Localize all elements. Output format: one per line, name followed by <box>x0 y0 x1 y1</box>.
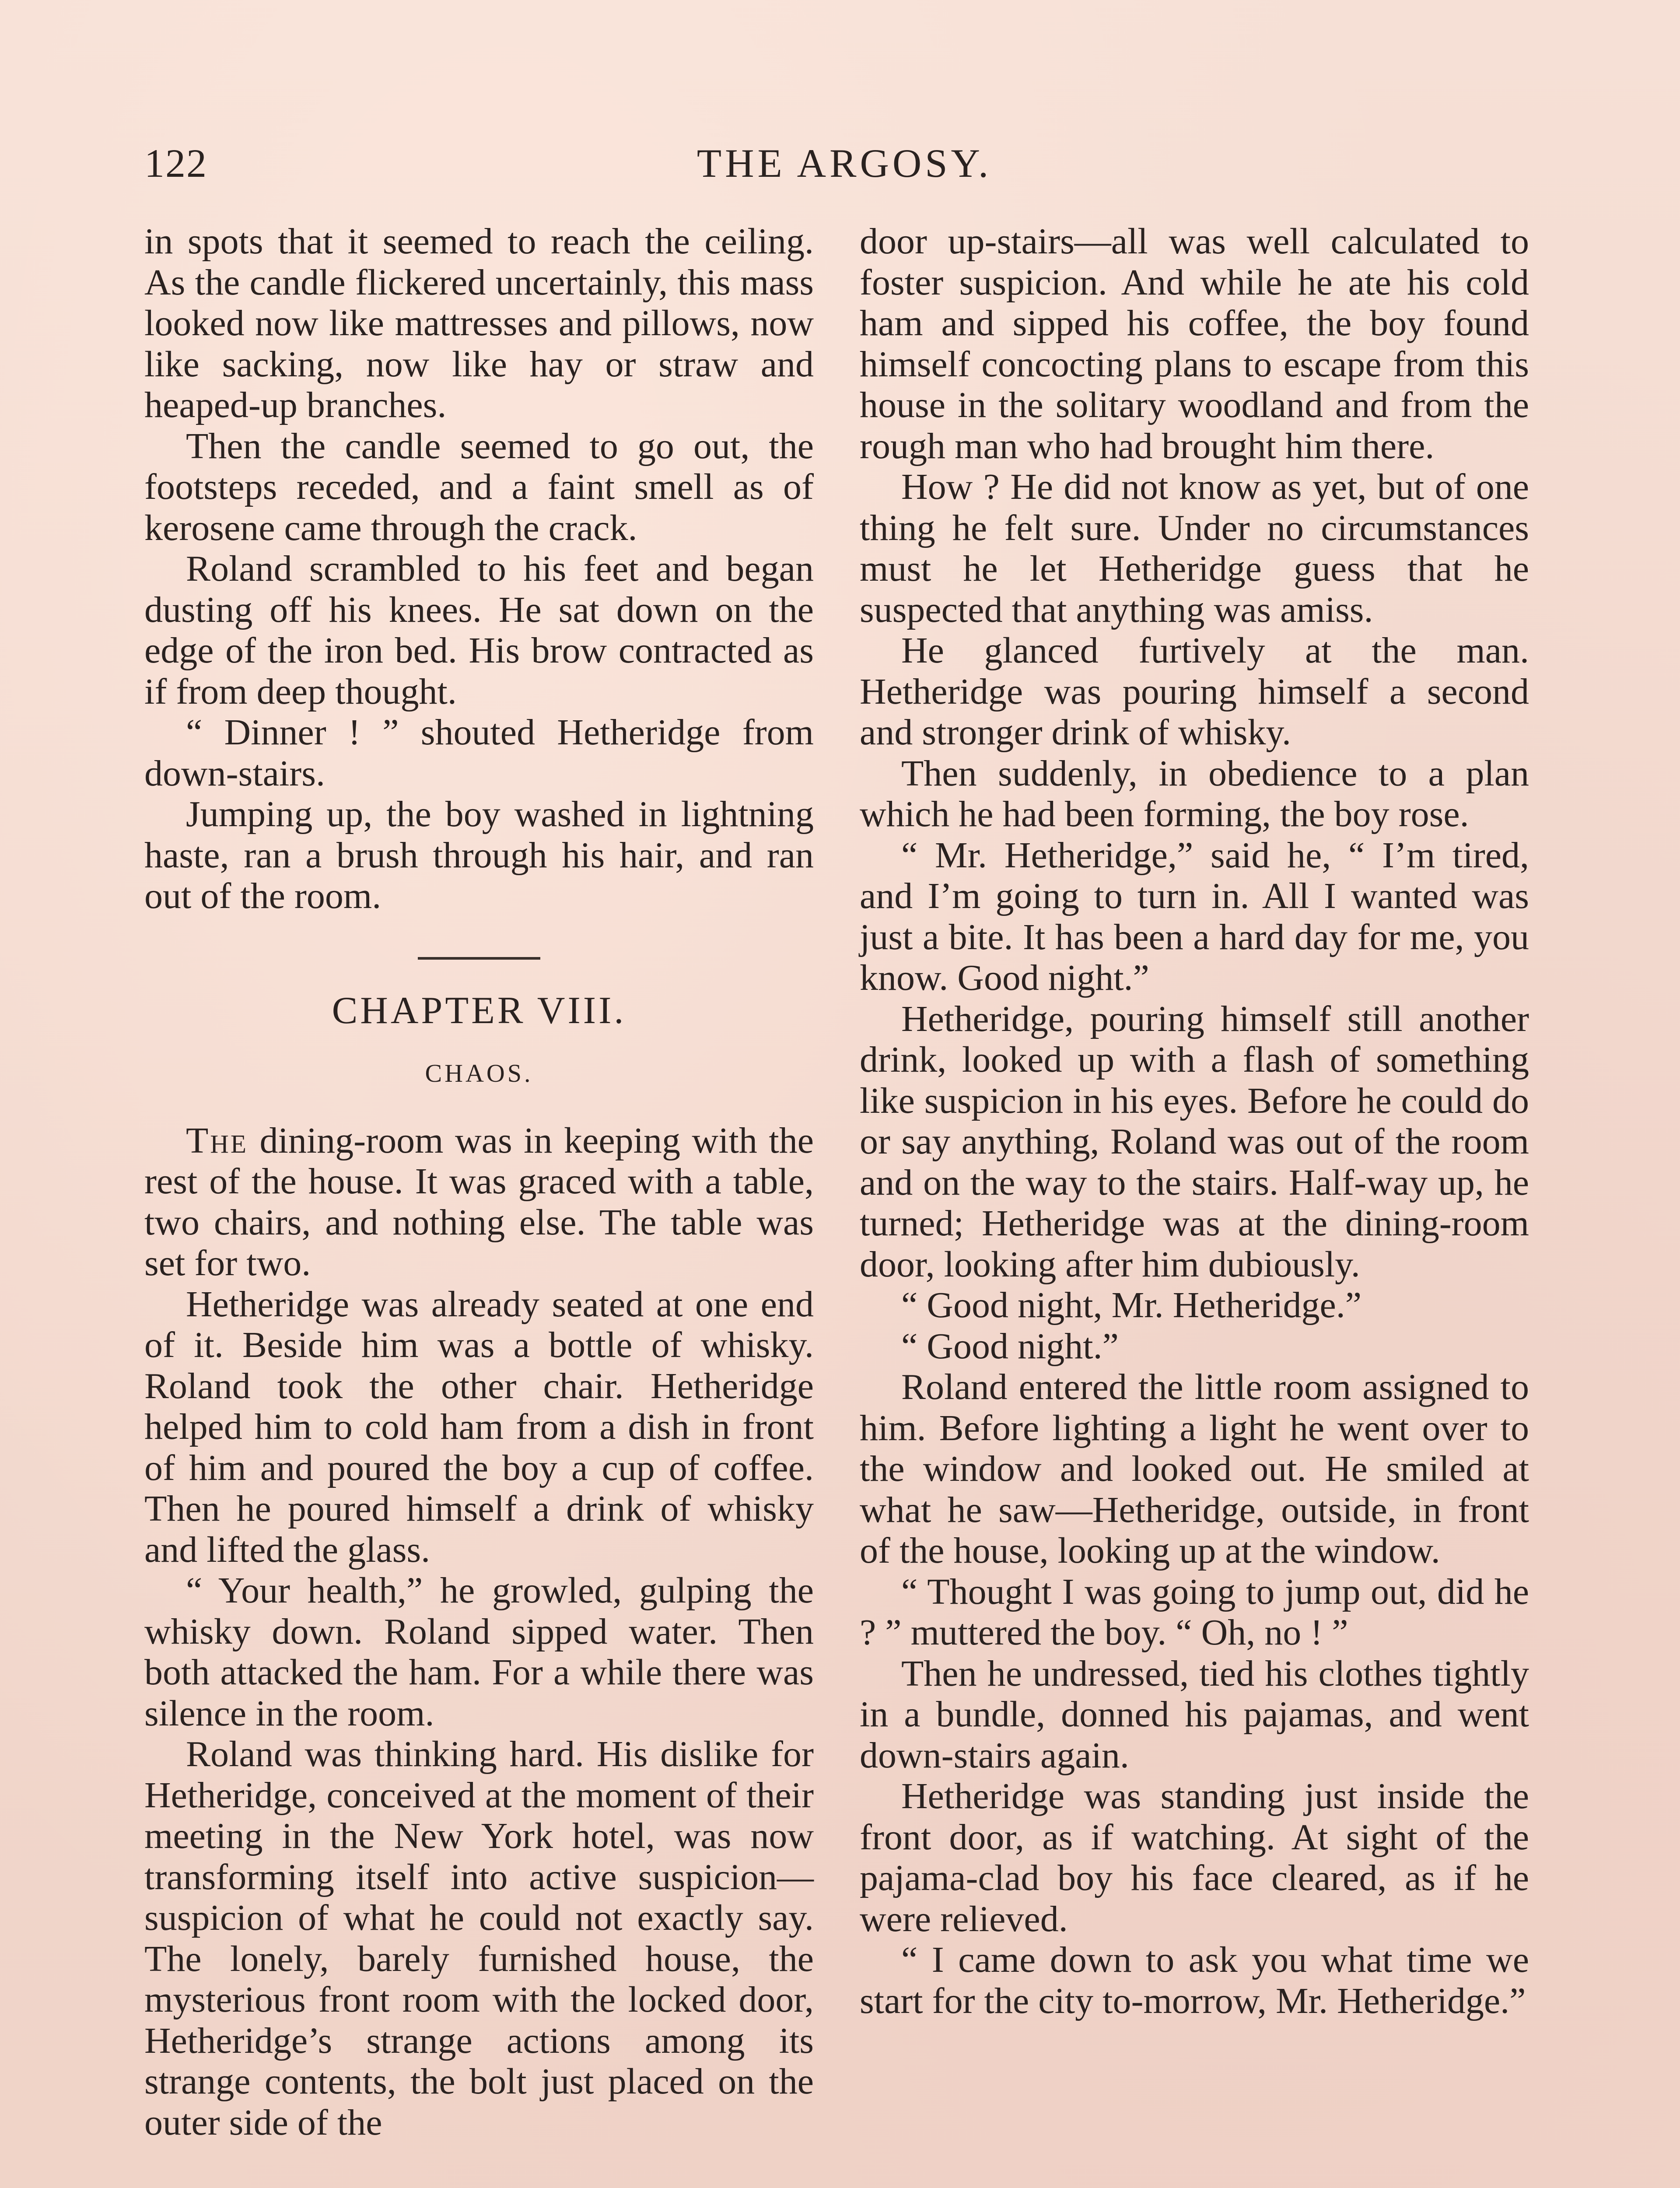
chapter-subtitle: CHAOS. <box>425 1059 533 1087</box>
paragraph: Roland entered the little room assigned to him. Before lighting a light he went over to the window and looked out. He smiled at what he saw—Hetheridge, outside, in front of the house, looking up at the window. <box>860 1367 1529 1571</box>
chapter-heading: CHAPTER VIII. <box>332 989 626 1032</box>
page-number: 122 <box>144 141 207 186</box>
paragraph: “ Good night.” <box>901 1325 1119 1367</box>
paragraph: “ Your health,” he growled, gulping the whisky down. Roland sipped water. Then both attacked the ham. For a while there was silence in the room. <box>144 1570 814 1734</box>
paragraph: Then suddenly, in obedience to a plan which he had been forming, the boy rose. <box>860 753 1529 835</box>
paragraph: Roland scrambled to his feet and began dusting off his knees. He sat down on the edge of the iron bed. His brow contracted as if from deep thought. <box>144 548 814 712</box>
paragraph: Hetheridge was already seated at one end of it. Beside him was a bottle of whisky. Roland took the other chair. Hetheridge helped him to cold ham from a dish in front of him and poured the boy a cup of coffee. Then he poured himself a drink of whisky and lifted the glass. <box>144 1283 814 1570</box>
paragraph: Hetheridge, pouring himself still another drink, looked up with a flash of something like suspicion in his eyes. Before he could do or say anything, Roland was out of the room and on the way to the stairs. Half-way up, he turned; Hetheridge was at the dining-room door, looking after him dubiously. <box>860 998 1529 1285</box>
paragraph: “ Good night, Mr. Hetheridge.” <box>901 1285 1362 1325</box>
paragraph: “ Dinner ! ” shouted Hetheridge from down-stairs. <box>144 712 814 794</box>
paragraph: “ Thought I was going to jump out, did he ? ” muttered the boy. “ Oh, no ! ” <box>860 1571 1529 1653</box>
paragraph: “ Mr. Hetheridge,” said he, “ I’m tired, and I’m going to turn in. All I wanted was just a bite. It has been a hard day for me, you know. Good night.” <box>860 835 1529 998</box>
section-divider <box>418 957 540 960</box>
paragraph: Then the candle seemed to go out, the footsteps receded, and a faint smell as of kerosene came through the crack. <box>144 425 814 548</box>
lead-word: The <box>186 1120 248 1161</box>
page-header <box>144 131 1544 193</box>
left-column <box>144 221 814 2143</box>
paragraph: He glanced furtively at the man. Hetheridge was pouring himself a second and stronger drink of whisky. <box>860 630 1529 753</box>
paragraph: How ? He did not know as yet, but of one thing he felt sure. Under no circumstances must he let Hetheridge guess that he suspected that anything was amiss. <box>860 466 1529 630</box>
first-paragraph-text: dining-room was in keeping with the rest of the house. It was graced with a table, two chairs, and nothing else. The table was set for two. <box>144 1120 814 1283</box>
right-column <box>860 221 1529 2021</box>
paragraph: Hetheridge was standing just inside the front door, as if watching. At sight of the pajama-clad boy his face cleared, as if he were relieved. <box>860 1776 1529 1939</box>
paragraph: Then he undressed, tied his clothes tightly in a bundle, donned his pajamas, and went down-stairs again. <box>860 1653 1529 1776</box>
paragraph: Jumping up, the boy washed in lightning haste, ran a brush through his hair, and ran out of the room. <box>144 794 814 916</box>
running-title: THE ARGOSY. <box>696 141 992 186</box>
paragraph: Roland was thinking hard. His dislike for Hetheridge, conceived at the moment of their meeting in the New York hotel, was now transforming itself into active suspicion—suspicion of what he could not exactly say. The lonely, barely furnished house, the mysterious front room with the locked door, Hetheridge’s strange actions among its strange contents, the bolt just placed on the outer side of the <box>144 1734 814 2143</box>
paragraph: in spots that it seemed to reach the ceiling. As the candle flickered uncertainly, this mass looked now like mattresses and pillows, now like sacking, now like hay or straw and heaped-up branches. <box>144 221 814 425</box>
chapter-first-paragraph <box>144 1120 814 1284</box>
paragraph: “ I came down to ask you what time we start for the city to-morrow, Mr. Hetheridge.” <box>860 1939 1529 2021</box>
paragraph: door up-stairs—all was well calculated to foster suspicion. And while he ate his cold ham and sipped his coffee, the boy found himself concocting plans to escape from this house in the solitary woodland and from the rough man who had brought him there. <box>860 221 1529 466</box>
